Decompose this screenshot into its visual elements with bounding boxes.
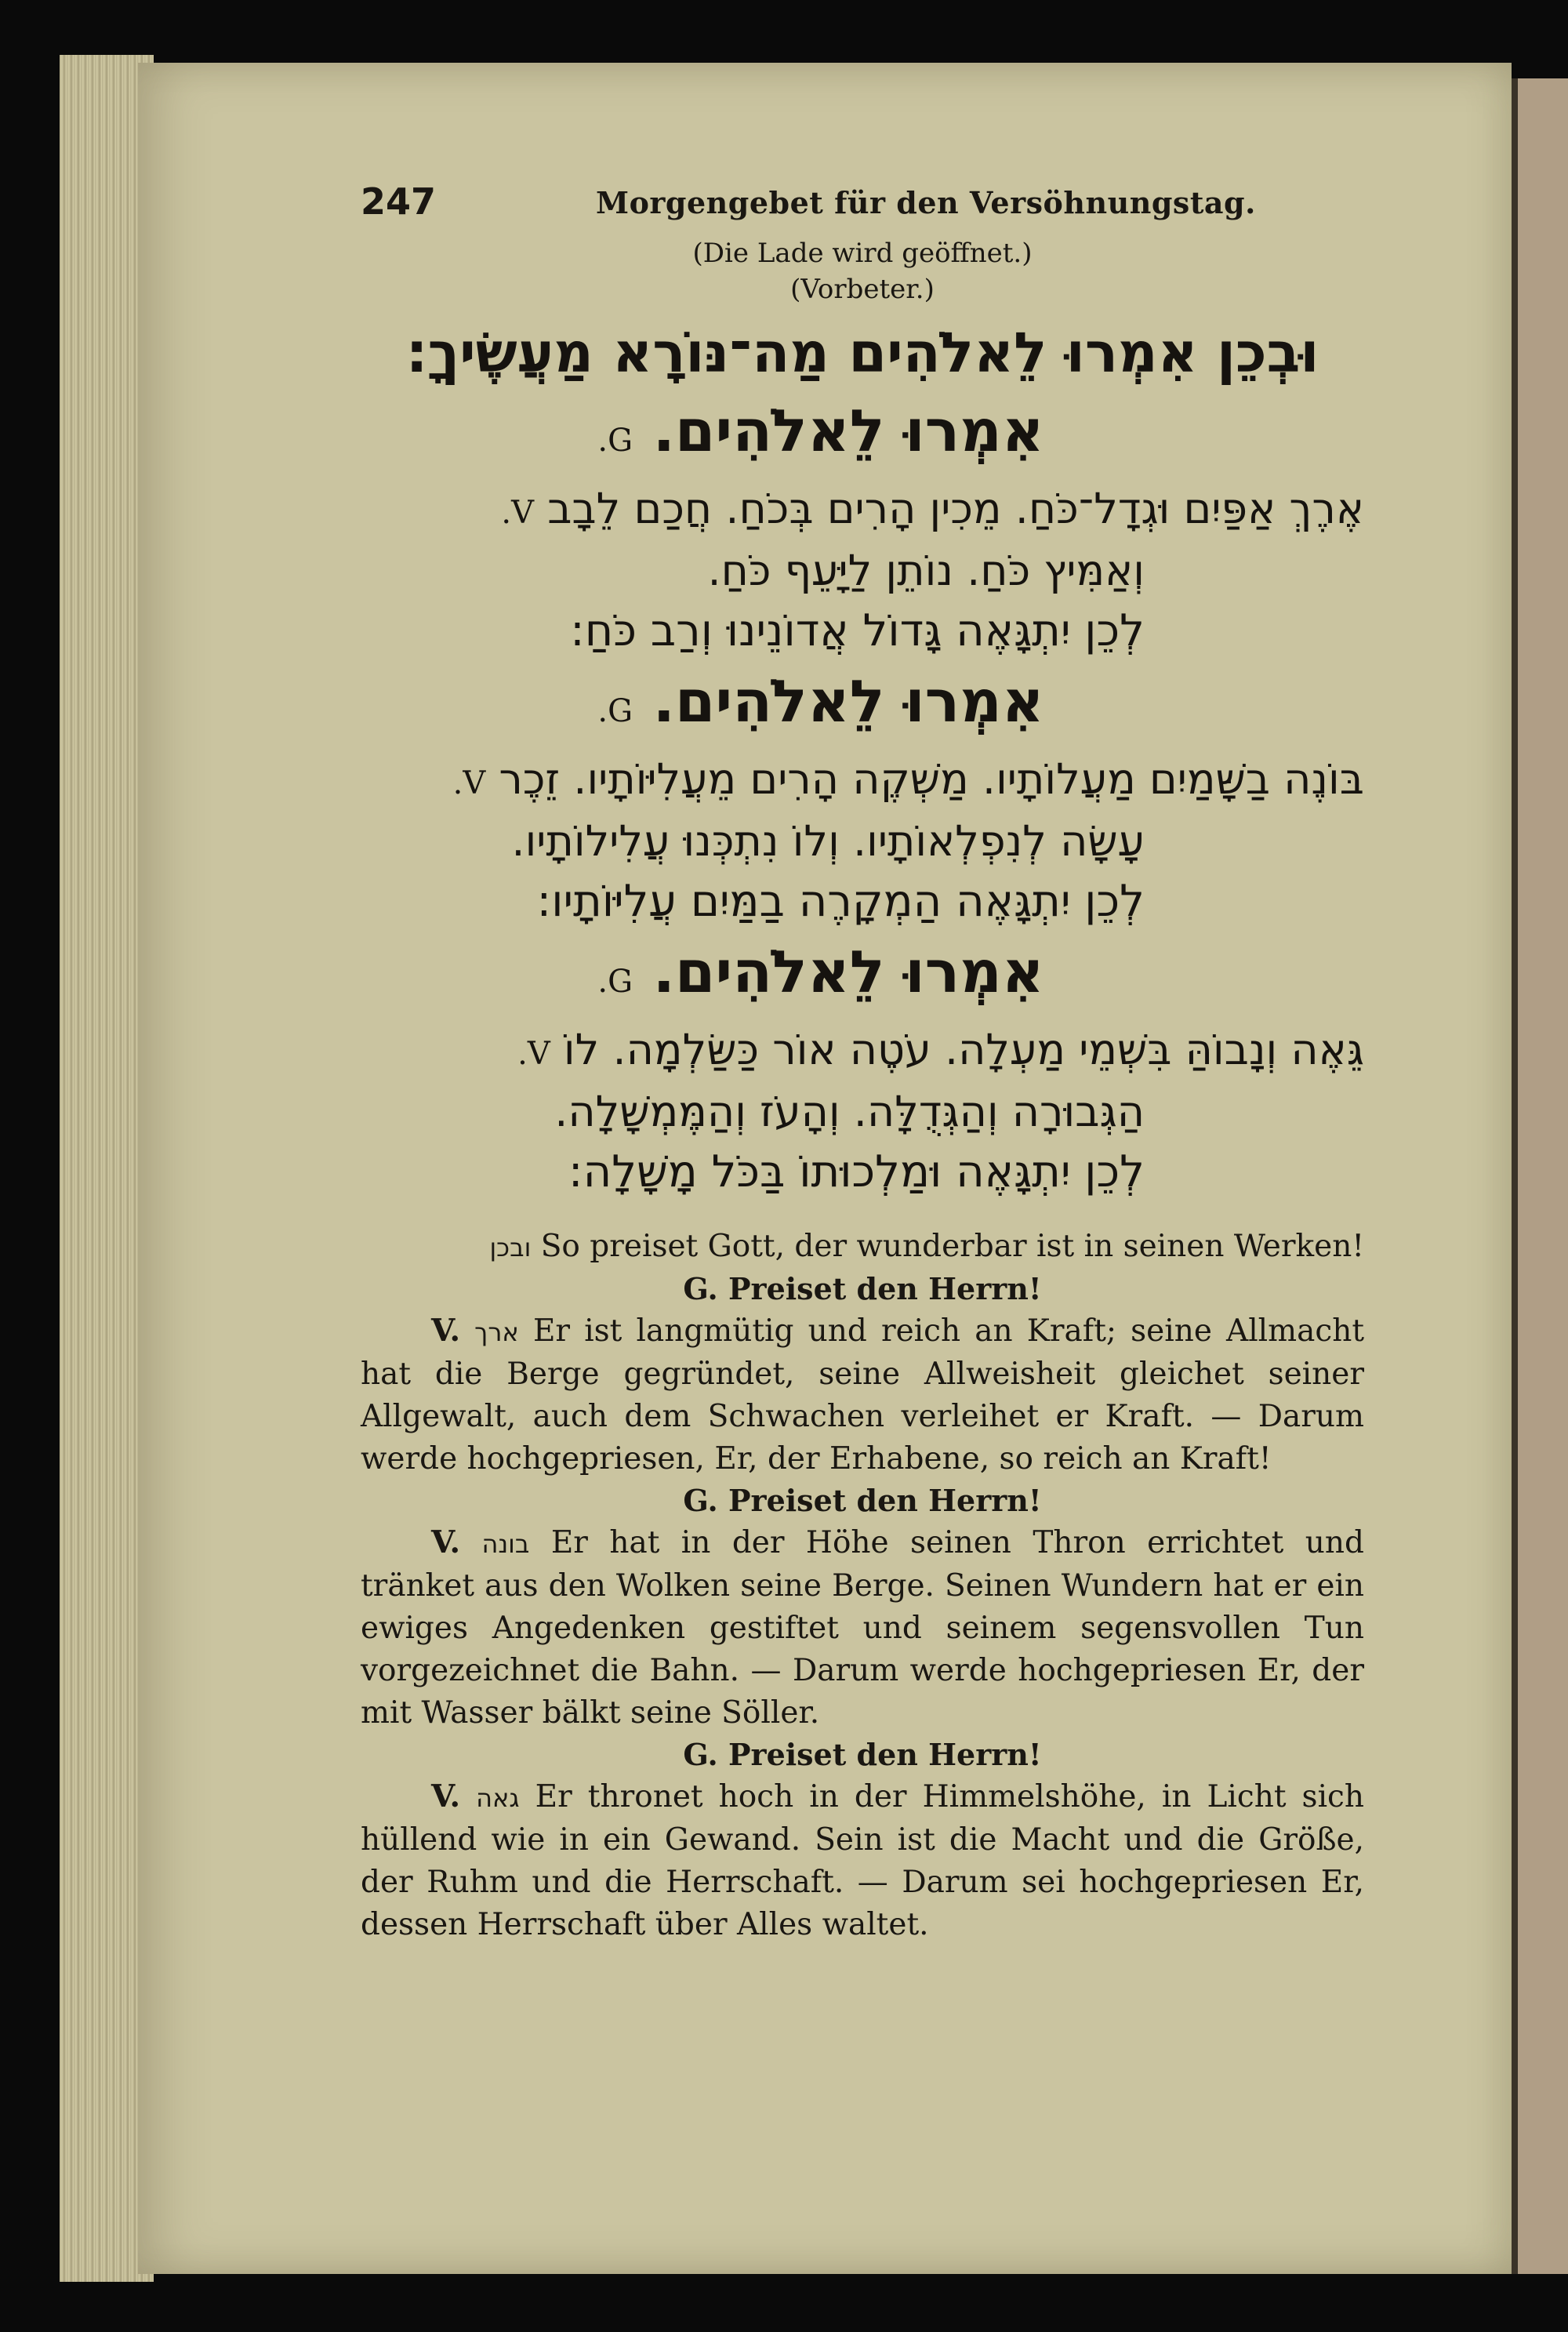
- stanza-text: גֵּאֶה וְנָבוֹהַּ בִּשְׁמֵי מַעְלָה. עֹטֶה אוֹר כַּשַּׂלְמָה. לוֹ: [563, 1025, 1364, 1074]
- german-intro-hebrew-cue: ובכן: [489, 1233, 532, 1262]
- hebrew-response-3: [361, 933, 1270, 1021]
- facing-page-edge: [1518, 78, 1568, 2274]
- german-response-3: G. Preiset den Herrn!: [683, 1737, 1042, 1772]
- response-mark: G.: [597, 964, 633, 1000]
- verse-mark: V.: [431, 1524, 461, 1560]
- german-intro: [361, 1226, 1364, 1269]
- hebrew-cue: בונה: [481, 1529, 530, 1559]
- hebrew-opening-line: וּבְכֵן אִמְרוּ לֵאלֹהִים מַה־נּוֹרָא מַעֲשֶׂיךָ:: [405, 321, 1319, 385]
- german-paragraph-3: [361, 1775, 1364, 1946]
- verse-mark: V.: [431, 1313, 461, 1349]
- verse-mark: V.: [431, 1778, 461, 1814]
- response-mark: G.: [597, 423, 633, 459]
- verse-mark: V.: [517, 1036, 550, 1072]
- german-intro-text: So preiset Gott, der wunderbar ist in seinen Werken!: [540, 1229, 1364, 1264]
- paragraph-text: Er hat in der Höhe seinen Thron errichtet und tränket aus den Wolken seine Berge. Seinen Wundern hat er ein ewiges Angedenken gestiftet und seinem segensvollen Tun vorgezeichnet die Bahn. — Darum werde hochgepriesen Er, der mit Wasser bälkt seine Söller.: [361, 1525, 1364, 1731]
- stanza-1-line-2: וְאַמִּיץ כֹּחַ. נוֹתֵן לַיָּעֵף כֹּחַ.: [707, 546, 1145, 595]
- response-text: אִמְרוּ לֵאלֹהִים.: [652, 668, 1044, 736]
- stanza-text: בּוֹנֶה בַשָּׁמַיִם מַעֲלוֹתָיו. מַשְׁקֶה הָרִים מֵעֲלִיּוֹתָיו. זֵכֶר: [499, 754, 1364, 804]
- rubric-cantor: (Vorbeter.): [790, 274, 935, 305]
- hebrew-response-2: [361, 663, 1270, 750]
- german-response-2: G. Preiset den Herrn!: [683, 1483, 1042, 1518]
- paragraph-text: Er thronet hoch in der Himmelshöhe, in Licht sich hüllend wie in ein Gewand. Sein ist die Macht und die Größe, der Ruhm und die Herrschaft. — Darum sei hochgepriesen Er, dessen Herrschaft über Alles waltet.: [361, 1779, 1364, 1942]
- stanza-2-line-1: [361, 750, 1364, 812]
- german-translation: [361, 1226, 1364, 1946]
- stanza-3-line-2: הַגְּבוּרָה וְהַגְּדֻלָּה. וְהָעֹז וְהַמֶּמְשָׁלָה.: [554, 1087, 1145, 1136]
- page-number: 247: [361, 180, 437, 223]
- german-response-1: G. Preiset den Herrn!: [683, 1271, 1042, 1306]
- paragraph-text: Er ist langmütig und reich an Kraft; seine Allmacht hat die Berge gegründet, seine Allweisheit gleichet seiner Allgewalt, auch dem Schwachen verleihet er Kraft. — Darum werde hochgepriesen, Er, der Erhabene, so reich an Kraft!: [361, 1313, 1365, 1477]
- response-text: אִמְרוּ לֵאלֹהִים.: [652, 398, 1044, 465]
- stanza-text: אֶרֶךְ אַפַּיִם וּגְדָל־כֹּחַ. מֵכִין הָרִים בְּכֹחַ. חֲכַם לֵבָב: [547, 484, 1364, 533]
- rubric-ark-opened: (Die Lade wird geöffnet.): [692, 238, 1033, 269]
- german-paragraph-1: [361, 1309, 1364, 1480]
- running-title: Morgengebet für den Versöhnungstag.: [596, 185, 1256, 220]
- hebrew-cue: ארך: [474, 1317, 519, 1347]
- stanza-2-line-2: עָשָׂה לְנִפְלְאוֹתָיו. וְלוֹ נִתְכְּנוּ עֲלִילוֹתָיו.: [511, 816, 1145, 866]
- verse-mark: V.: [501, 495, 535, 531]
- stanza-1-close: לְכֵן יִתְגָּאֶה גָּדוֹל אֲדוֹנֵינוּ וְרַב כֹּחַ:: [569, 605, 1145, 656]
- stanza-2-close: לְכֵן יִתְגָּאֶה הַמְקָרֶה בַמַּיִם עֲלִיּוֹתָיו:: [536, 876, 1145, 927]
- hebrew-response-1: [361, 392, 1270, 480]
- page-content: [361, 180, 1364, 1946]
- hebrew-cue: גאה: [476, 1783, 520, 1813]
- stanza-3-close: לְכֵן יִתְגָּאֶה וּמַלְכוּתוֹ בַּכֹּל מָשָׁלָה:: [568, 1146, 1145, 1197]
- page-header: [361, 180, 1364, 235]
- german-paragraph-2: [361, 1521, 1364, 1734]
- stanza-3-line-1: [361, 1021, 1364, 1083]
- stanza-1-line-1: [361, 480, 1364, 542]
- verse-mark: V.: [452, 765, 486, 801]
- response-text: אִמְרוּ לֵאלֹהִים.: [652, 939, 1044, 1006]
- response-mark: G.: [597, 693, 633, 729]
